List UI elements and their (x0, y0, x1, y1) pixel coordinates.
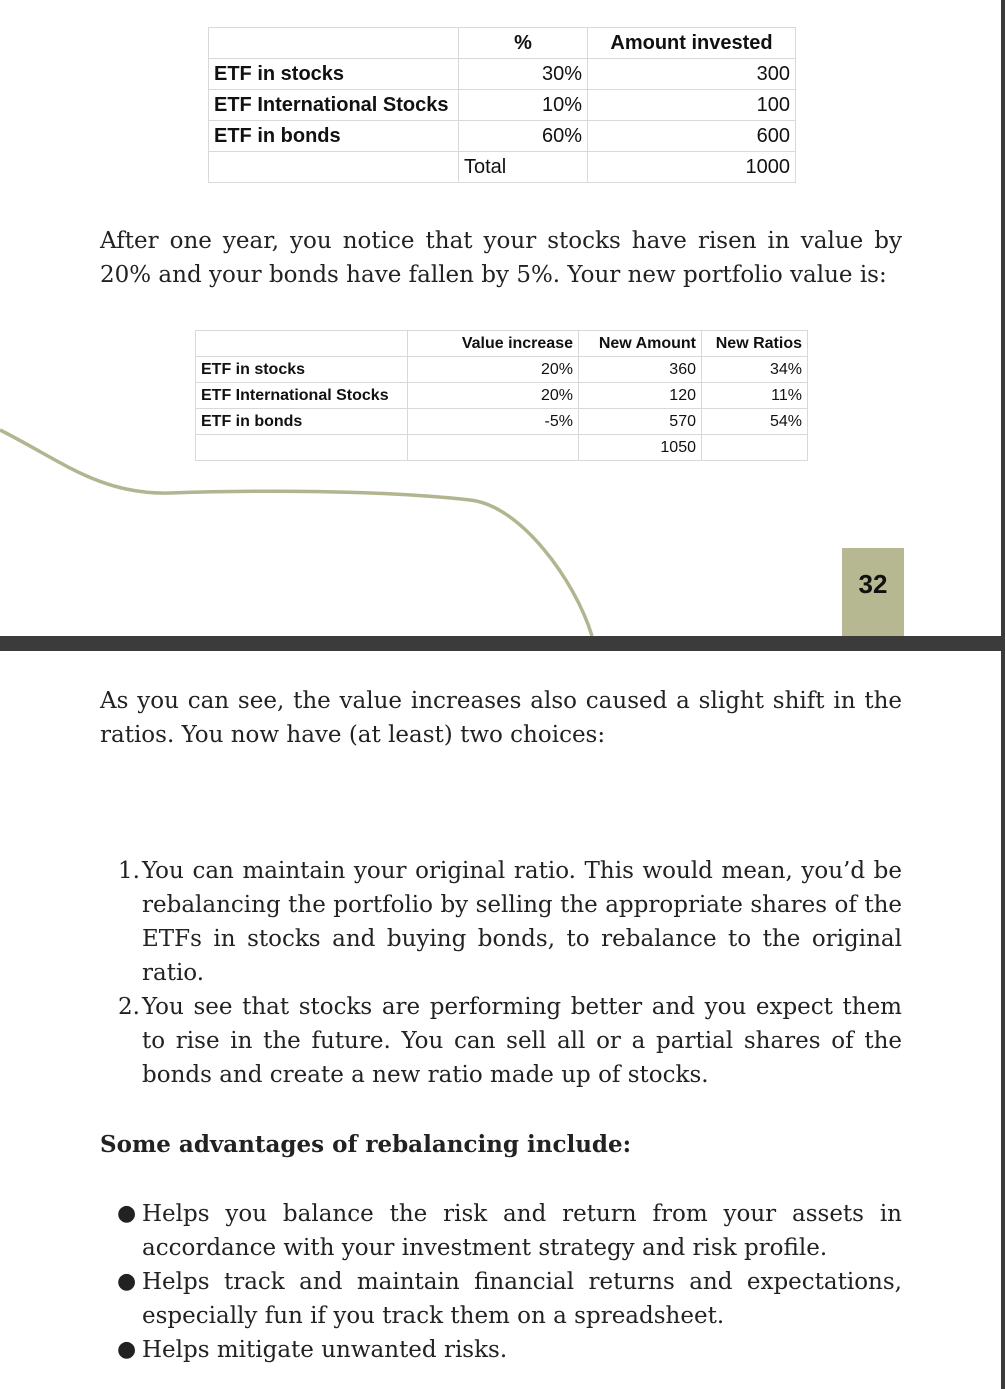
page-number-tab: 32 (842, 548, 904, 636)
list-number: 2. (118, 994, 140, 1020)
paragraph-ratio-shift: As you can see, the value increases also caused a slight shift in the ratios. You now have (at least) two choices: (100, 688, 902, 748)
table-cell: 11% (702, 383, 808, 409)
table-row (209, 121, 796, 152)
table-cell: 100 (588, 90, 796, 121)
table-cell: 120 (579, 383, 702, 409)
table-total-row (209, 152, 796, 183)
list-item-text: You can maintain your original ratio. This would mean, you’d be rebalancing the portfolio by selling the appropriate shares of the ETFs in stocks and buying bonds, to rebalance to the original ratio. (142, 858, 902, 986)
table-header-cell: New Amount (579, 331, 702, 357)
allocation-table (208, 27, 796, 183)
table-row (209, 90, 796, 121)
table-cell: 600 (588, 121, 796, 152)
total-value: 1050 (579, 435, 702, 461)
page-33 (0, 651, 1005, 1389)
table-header-cell: % (459, 28, 588, 59)
table-cell (209, 152, 459, 183)
list-item-text: You see that stocks are performing better and you expect them to rise in the future. You can sell all or a partial shares of the bonds and create a new ratio made up of stocks. (142, 994, 902, 1088)
advantages-heading: Some advantages of rebalancing include: (100, 1131, 632, 1158)
table-cell (702, 435, 808, 461)
table-row-label: ETF in stocks (196, 357, 408, 383)
table-row-label: ETF in stocks (209, 59, 459, 90)
table-cell (196, 331, 408, 357)
table-cell: 20% (408, 357, 579, 383)
table-row-label: ETF in bonds (209, 121, 459, 152)
table-header-row (209, 28, 796, 59)
viewer-edge (1001, 0, 1005, 1389)
list-item (100, 1197, 902, 1265)
table-row (209, 59, 796, 90)
bullet-icon: ● (117, 1201, 137, 1226)
table-cell (196, 435, 408, 461)
table-row (196, 409, 808, 435)
table-row (196, 357, 808, 383)
table-cell: 360 (579, 357, 702, 383)
page-32 (0, 0, 1005, 636)
page-separator (0, 636, 1005, 651)
table-cell: 300 (588, 59, 796, 90)
list-item (100, 1333, 902, 1367)
table-cell: 60% (459, 121, 588, 152)
table-row-label: ETF International Stocks (196, 383, 408, 409)
table-row-label: ETF International Stocks (209, 90, 459, 121)
table-cell: 30% (459, 59, 588, 90)
table-header-row (196, 331, 808, 357)
bullet-icon: ● (117, 1269, 137, 1294)
new-portfolio-table (195, 330, 808, 461)
table-cell: 10% (459, 90, 588, 121)
list-item (100, 854, 902, 990)
table-cell: 34% (702, 357, 808, 383)
table-total-row (196, 435, 808, 461)
list-number: 1. (118, 858, 140, 884)
table-row-label: ETF in bonds (196, 409, 408, 435)
list-item (100, 1265, 902, 1333)
table-header-cell: Amount invested (588, 28, 796, 59)
advantages-list (100, 1197, 902, 1367)
choices-list (100, 854, 902, 1092)
table-cell: 20% (408, 383, 579, 409)
list-item-text: Helps mitigate unwanted risks. (142, 1337, 508, 1363)
table-cell: 54% (702, 409, 808, 435)
bullet-icon: ● (117, 1337, 137, 1362)
list-item (100, 990, 902, 1092)
total-label: Total (459, 152, 588, 183)
table-cell (209, 28, 459, 59)
table-cell (408, 435, 579, 461)
table-header-cell: New Ratios (702, 331, 808, 357)
table-cell: 570 (579, 409, 702, 435)
list-item-text: Helps track and maintain financial returns and expectations, especially fun if you track them on a spreadsheet. (142, 1269, 902, 1329)
table-header-cell: Value increase (408, 331, 579, 357)
list-item-text: Helps you balance the risk and return from your assets in accordance with your investment strategy and risk profile. (142, 1201, 902, 1261)
table-cell: -5% (408, 409, 579, 435)
paragraph-after-one-year: After one year, you notice that your stocks have risen in value by 20% and your bonds have fallen by 5%. Your new portfolio value is: (100, 228, 902, 288)
table-row (196, 383, 808, 409)
total-value: 1000 (588, 152, 796, 183)
